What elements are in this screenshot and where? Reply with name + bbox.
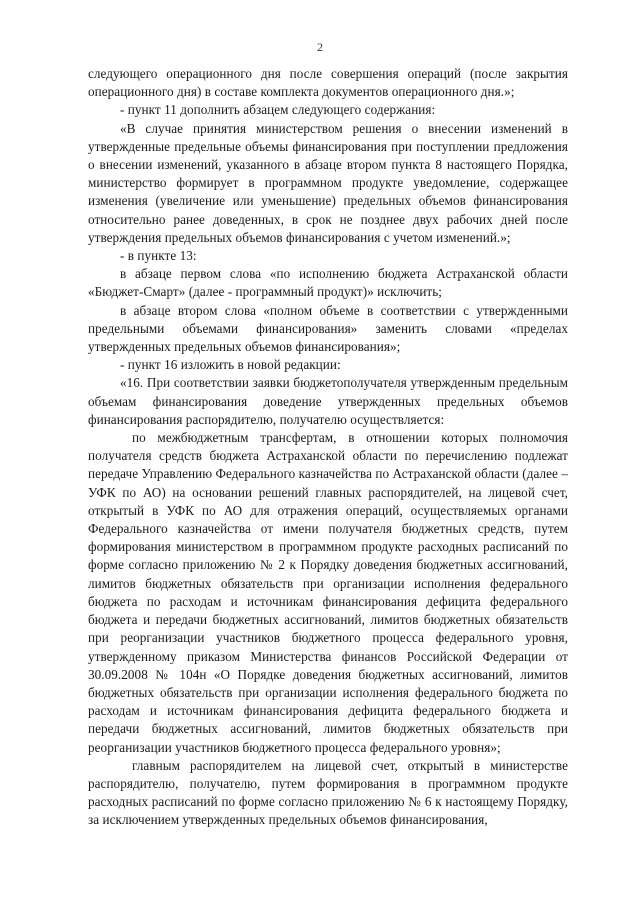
- paragraph-16-main-managers: главным распорядителем на лицевой счет, открытый в министерстве распорядителю, получателю, путем формирования в программном продукте расходных расписаний по форме согласно приложению № 6 к настоящему Порядку, за исключением утвержденных предельных объемов финансирования,: [88, 757, 568, 828]
- paragraph-item-11: - пункт 11 дополнить абзацем следующего содержания:: [120, 102, 436, 118]
- paragraph-continuation: следующего операционного дня после совершения операций (после закрытия операционного дня) в составе комплекта документов операционного дня.»;: [88, 66, 568, 100]
- paragraph-item-16: - пункт 16 изложить в новой редакции:: [120, 357, 341, 373]
- paragraph-16-transfers: по межбюджетным трансфертам, в отношении которых полномочия получателя средств бюджета Астраханской области по перечислению подлежат передаче Управлению Федерального казначейства по Астраханской области (далее – УФК по АО) на основании решений главных распорядителей, на лицевой счет, открытый в УФК по АО для отражения операций, осуществляемых органами Федерального казначейства от имени получателя бюджетных средств, путем формирования министерством в программном продукте расходных расписаний по форме согласно приложению № 2 к Порядку доведения бюджетных ассигнований, лимитов бюджетных обязательств при организации исполнения федерального бюджета по расходам и источникам финансирования дефицита федерального бюджета и передачи бюджетных ассигнований, лимитов бюджетных обязательств при реорганизации участников бюджетного процесса федерального уровня, утвержденному приказом Министерства финансов Российской Федерации от 30.09.2008 № 104н «О Порядке доведения бюджетных ассигнований, лимитов бюджетных обязательств при организации исполнения федерального бюджета по расходам и источникам финансирования дефицита федерального бюджета и передачи бюджетных ассигнований, лимитов бюджетных обязательств при реорганизации участников бюджетного процесса федерального уровня»;: [88, 430, 568, 755]
- paragraph-quote-11: «В случае принятия министерством решения о внесении изменений в утвержденные предельные объемы финансирования при поступлении предложения о внесении изменений, указанного в абзаце втором пункта 8 настоящего Порядка, министерство формирует в программном продукте уведомление, содержащее изменения (увеличение или уменьшение) предельных объемов финансирования относительно ранее доведенных, в срок не позднее двух рабочих дней после утверждения предельных объемов финансирования с учетом изменений.»;: [88, 120, 568, 245]
- paragraph-16-intro: «16. При соответствии заявки бюджетополучателя утвержденным предельным объемам финансирования доведение утвержденных предельных объемов финансирования распорядителю, получателю осуществляется:: [88, 375, 568, 427]
- paragraph-item-13: - в пункте 13:: [120, 248, 197, 264]
- paragraph-13-first: в абзаце первом слова «по исполнению бюджета Астраханской области «Бюджет-Смарт» (далее - программный продукт)» исключить;: [88, 266, 568, 300]
- page-number: 2: [317, 40, 323, 54]
- paragraph-13-second: в абзаце втором слова «полном объеме в соответствии с утвержденными предельными объемами финансирования» заменить словами «пределах утвержденных предельных объемов финансирования»;: [88, 302, 568, 355]
- document-body: [88, 65, 568, 830]
